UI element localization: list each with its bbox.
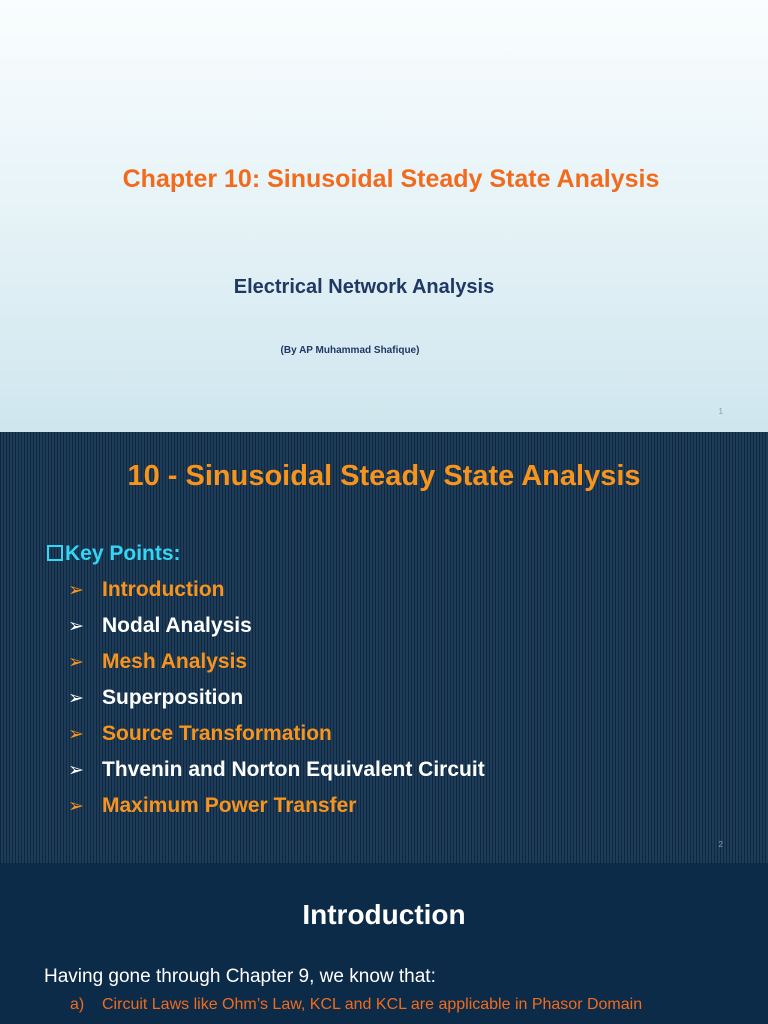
arrowhead-bullet-icon: ➢ <box>68 760 84 781</box>
arrowhead-bullet-icon: ➢ <box>68 796 84 817</box>
key-point-text: Maximum Power Transfer <box>102 794 357 817</box>
slide-title: 10 - Sinusoidal Steady State Analysis <box>127 460 641 492</box>
arrowhead-bullet-icon: ➢ <box>68 688 84 709</box>
chapter-title: Chapter 10: Sinusoidal Steady State Analysis <box>122 165 660 193</box>
key-point-item <box>68 719 485 755</box>
key-points-label: Key Points: <box>65 542 181 565</box>
key-points-slide <box>0 432 768 863</box>
slide-number: 1 <box>718 407 723 416</box>
key-point-text: Mesh Analysis <box>102 650 248 673</box>
list-item-text: Circuit Laws like Ohm’s Law, KCL and KCL are applicable in Phasor Domain <box>102 996 643 1013</box>
key-point-item <box>68 791 485 827</box>
title-slide <box>0 0 768 432</box>
key-point-text: Introduction <box>102 578 225 601</box>
course-subtitle: Electrical Network Analysis <box>233 276 495 298</box>
slide-title: Introduction <box>302 899 466 930</box>
arrowhead-bullet-icon: ➢ <box>68 724 84 745</box>
key-points-heading <box>47 542 181 566</box>
hollow-square-bullet-icon <box>47 545 63 561</box>
key-point-item <box>68 683 485 719</box>
slide-number: 2 <box>718 840 723 849</box>
key-point-text: Nodal Analysis <box>102 614 252 637</box>
key-point-text: Thvenin and Norton Equivalent Circuit <box>102 758 485 781</box>
key-point-text: Source Transformation <box>102 722 332 745</box>
key-point-item <box>68 647 485 683</box>
lead-paragraph: Having gone through Chapter 9, we know that: <box>44 966 436 987</box>
arrowhead-bullet-icon: ➢ <box>68 616 84 637</box>
key-point-item <box>68 611 485 647</box>
key-point-text: Superposition <box>102 686 244 709</box>
list-marker: a) <box>70 996 85 1013</box>
author-line: (By AP Muhammad Shafique) <box>280 345 420 356</box>
list-item <box>70 996 642 1014</box>
introduction-slide <box>0 863 768 1024</box>
key-point-item <box>68 755 485 791</box>
key-points-list <box>68 575 485 827</box>
arrowhead-bullet-icon: ➢ <box>68 580 84 601</box>
arrowhead-bullet-icon: ➢ <box>68 652 84 673</box>
key-point-item <box>68 575 485 611</box>
